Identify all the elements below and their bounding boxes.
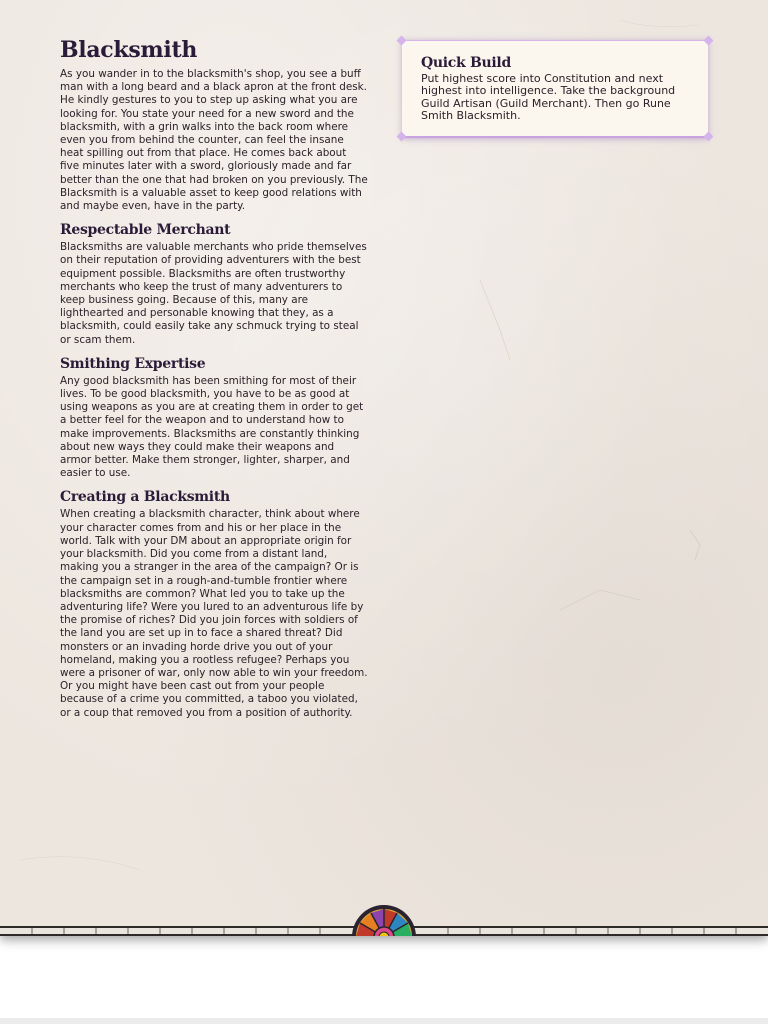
quick-build-note (402, 40, 708, 138)
section-heading-creating-a-blacksmith: Creating a Blacksmith (60, 489, 230, 506)
section-body-creating-a-blacksmith: When creating a blacksmith character, think about where your character comes from and his or her place in the world. Talk with your DM about an appropriate origin for your blacksmith. Did you come from a distant land, making you a stranger in the area of the campaign? Or is the campaign set in a rough-and-tumble frontier where blacksmiths are common? What led you to take up the adventuring life? Were you lured to an adventurous life by the promise of riches? Did you join forces with soldiers of the land you are set up in to face a shared threat? Did monsters or an invading horde drive you out of your homeland, making you a rootless refugee? Perhaps you were a prisoner of war, only now able to win your freedom. Or you might have been cast out from your people because of a crime you committed, a taboo you violated, or a coup that removed you from a position of authority. (60, 508, 368, 719)
quick-build-title: Quick Build (421, 55, 511, 71)
page-title: Blacksmith (60, 37, 198, 63)
section-heading-respectable-merchant: Respectable Merchant (60, 222, 231, 239)
intro-paragraph: As you wander in to the blacksmith's shop, you see a buff man with a long beard and a black apron at the front desk. He kindly gestures to you to step up asking what you are looking for. You state your need for a new sword and the blacksmith, with a grin walks into the back room where even you from behind the counter, can feel the insane heat spilling out from that place. He comes back about five minutes later with a sword, gloriously made and far better than the one that had broken on you previously. The Blacksmith is a valuable asset to keep good relations with and maybe even, have in the party. (60, 68, 368, 213)
section-body-smithing-expertise: Any good blacksmith has been smithing for most of their lives. To be good blacksmith, you have to be as good at using weapons as you are at creating them in order to get a better feel for the weapon and to understand how to make improvements. Blacksmiths are constantly thinking about new ways they could make their weapons and armor better. Make them stronger, lighter, sharper, and easier to use. (60, 374, 364, 480)
section-body-respectable-merchant: Blacksmiths are valuable merchants who pride themselves on their reputation of providing adventurers with the best equipment possible. Blacksmiths are often trustworthy merchants who keep the trust of many adventurers to keep business going. Because of this, many are lighthearted and personable knowing that they, as a blacksmith, could easily take any schmuck trying to steal or scam them. (60, 241, 367, 346)
quick-build-body: Put highest score into Constitution and next highest into intelligence. Take the background Guild Artisan (Guild Merchant). Then go Rune Smith Blacksmith. (421, 72, 676, 123)
section-heading-smithing-expertise: Smithing Expertise (60, 355, 206, 372)
rosette-icon (351, 904, 417, 936)
main-column (60, 36, 368, 720)
bottom-strip (0, 1018, 768, 1024)
